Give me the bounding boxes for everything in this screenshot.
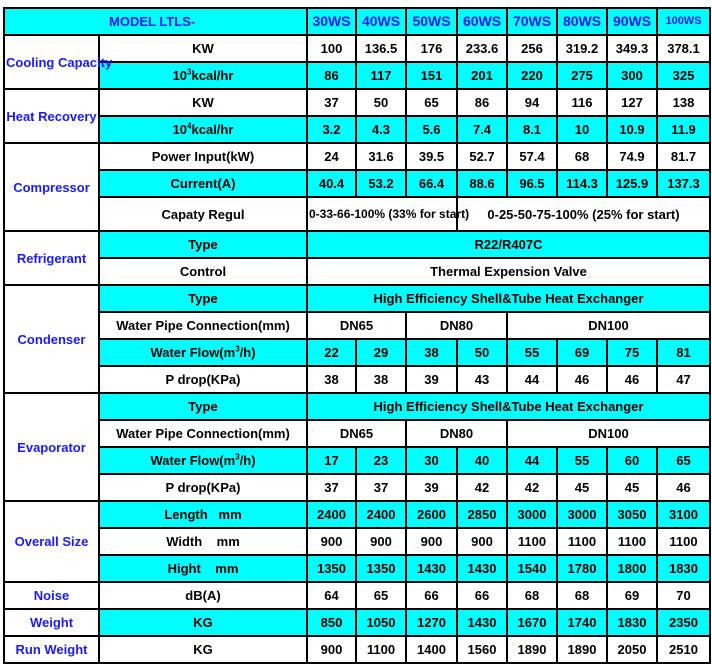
row-label: Current(A) — [99, 170, 307, 197]
cell: 136.5 — [356, 35, 406, 62]
cell: 30 — [406, 447, 457, 474]
cell: 1350 — [307, 555, 356, 582]
model-30ws: 30WS — [307, 8, 356, 35]
cell: 114.3 — [557, 170, 607, 197]
cell: 24 — [307, 143, 356, 170]
overall-width-row — [4, 528, 710, 555]
cell: 1100 — [356, 636, 406, 663]
row-label: Capaty Regul — [99, 197, 307, 231]
cell: 3050 — [607, 501, 657, 528]
evaporator-pipe-row — [4, 420, 710, 447]
cooling-kw-row — [4, 35, 710, 62]
row-label: P drop(KPa) — [99, 474, 307, 501]
cell: 220 — [507, 62, 557, 89]
condenser-flow-row — [4, 339, 710, 366]
cell: 1670 — [507, 609, 557, 636]
pipe-dn100: DN100 — [507, 420, 710, 447]
cell: 900 — [307, 528, 356, 555]
cell: 55 — [507, 339, 557, 366]
cell: 40 — [457, 447, 507, 474]
condenser-pipe-row — [4, 312, 710, 339]
cell: 53.2 — [356, 170, 406, 197]
cell: 2600 — [406, 501, 457, 528]
row-label: Type — [99, 393, 307, 420]
cell: 39 — [406, 366, 457, 393]
cell: 2850 — [457, 501, 507, 528]
row-label: Water Pipe Connection(mm) — [99, 420, 307, 447]
cell: 68 — [557, 143, 607, 170]
cell: 1400 — [406, 636, 457, 663]
cell: 3000 — [557, 501, 607, 528]
cell: 65 — [356, 582, 406, 609]
cell: 75 — [607, 339, 657, 366]
cell: 176 — [406, 35, 457, 62]
cell: 69 — [557, 339, 607, 366]
cell: 325 — [657, 62, 710, 89]
cell: 55 — [557, 447, 607, 474]
cell: 65 — [657, 447, 710, 474]
cell: 349.3 — [607, 35, 657, 62]
cell: 52.7 — [457, 143, 507, 170]
noise-row — [4, 582, 710, 609]
cell: 37 — [307, 474, 356, 501]
cell: 4.3 — [356, 116, 406, 143]
cell: 81 — [657, 339, 710, 366]
cell: 68 — [557, 582, 607, 609]
model-70ws: 70WS — [507, 8, 557, 35]
heat-kcal-row — [4, 116, 710, 143]
cell: 2350 — [657, 609, 710, 636]
row-label: Width mm — [99, 528, 307, 555]
cell: 42 — [457, 474, 507, 501]
cell: 125.9 — [607, 170, 657, 197]
cell: 900 — [457, 528, 507, 555]
row-label: Hight mm — [99, 555, 307, 582]
cell: 86 — [307, 62, 356, 89]
cell: 66 — [406, 582, 457, 609]
row-label: KW — [99, 35, 307, 62]
cell: 50 — [457, 339, 507, 366]
category-run-weight: Run Weight — [4, 636, 99, 663]
evaporator-pdrop-row — [4, 474, 710, 501]
cell: 1100 — [507, 528, 557, 555]
cell: 378.1 — [657, 35, 710, 62]
cell: 31.6 — [356, 143, 406, 170]
cell: 64 — [307, 582, 356, 609]
cell: 94 — [507, 89, 557, 116]
cell: 11.9 — [657, 116, 710, 143]
cell: 900 — [307, 636, 356, 663]
category-heat-recovery: Heat Recovery — [4, 89, 99, 143]
cell: 137.3 — [657, 170, 710, 197]
cell: 57.4 — [507, 143, 557, 170]
cell: 50 — [356, 89, 406, 116]
cell: 66.4 — [406, 170, 457, 197]
cell: 3000 — [507, 501, 557, 528]
cell: 1430 — [406, 555, 457, 582]
cell: 1830 — [657, 555, 710, 582]
heat-kw-row — [4, 89, 710, 116]
condenser-type-value: High Efficiency Shell&Tube Heat Exchanger — [307, 285, 710, 312]
cell: 8.1 — [507, 116, 557, 143]
model-80ws: 80WS — [557, 8, 607, 35]
category-evaporator: Evaporator — [4, 393, 99, 501]
cell: 47 — [657, 366, 710, 393]
cell: 39 — [406, 474, 457, 501]
cell: 70 — [657, 582, 710, 609]
cell: 43 — [457, 366, 507, 393]
row-label: Type — [99, 285, 307, 312]
cell: 29 — [356, 339, 406, 366]
compressor-power-row — [4, 143, 710, 170]
cell: 60 — [607, 447, 657, 474]
cell: 2400 — [307, 501, 356, 528]
cell: 1800 — [607, 555, 657, 582]
cell: 38 — [307, 366, 356, 393]
overall-length-row — [4, 501, 710, 528]
pipe-dn80: DN80 — [406, 420, 507, 447]
cell: 3.2 — [307, 116, 356, 143]
refrigerant-control-row — [4, 258, 710, 285]
category-noise: Noise — [4, 582, 99, 609]
cell: 1430 — [457, 555, 507, 582]
cell: 1780 — [557, 555, 607, 582]
row-label: Type — [99, 231, 307, 258]
header-row — [4, 8, 710, 35]
condenser-type-row — [4, 285, 710, 312]
cell: 233.6 — [457, 35, 507, 62]
cell: 46 — [557, 366, 607, 393]
cell: 88.6 — [457, 170, 507, 197]
cell: 3100 — [657, 501, 710, 528]
cell: 22 — [307, 339, 356, 366]
row-label: KG — [99, 609, 307, 636]
cell: 37 — [356, 474, 406, 501]
cell: 23 — [356, 447, 406, 474]
cell: 68 — [507, 582, 557, 609]
cell: 7.4 — [457, 116, 507, 143]
cell: 100 — [307, 35, 356, 62]
cell: 40.4 — [307, 170, 356, 197]
row-label: P drop(KPa) — [99, 366, 307, 393]
cell: 69 — [607, 582, 657, 609]
pipe-dn65: DN65 — [307, 312, 406, 339]
refrigerant-control-value: Thermal Expension Valve — [307, 258, 710, 285]
cell: 319.2 — [557, 35, 607, 62]
cell: 300 — [607, 62, 657, 89]
cell: 5.6 — [406, 116, 457, 143]
row-label: dB(A) — [99, 582, 307, 609]
model-50ws: 50WS — [406, 8, 457, 35]
cell: 1890 — [557, 636, 607, 663]
compressor-capacity-row — [4, 197, 710, 231]
row-label: Water Pipe Connection(mm) — [99, 312, 307, 339]
cell: 900 — [406, 528, 457, 555]
cell: 65 — [406, 89, 457, 116]
overall-height-row — [4, 555, 710, 582]
cell: 42 — [507, 474, 557, 501]
condenser-pdrop-row — [4, 366, 710, 393]
cell: 96.5 — [507, 170, 557, 197]
cell: 17 — [307, 447, 356, 474]
evaporator-type-value: High Efficiency Shell&Tube Heat Exchanger — [307, 393, 710, 420]
row-label: Length mm — [99, 501, 307, 528]
cell: 138 — [657, 89, 710, 116]
category-weight: Weight — [4, 609, 99, 636]
cell: 117 — [356, 62, 406, 89]
model-90ws: 90WS — [607, 8, 657, 35]
model-60ws: 60WS — [457, 8, 507, 35]
cell: 1430 — [457, 609, 507, 636]
pipe-dn80: DN80 — [406, 312, 507, 339]
cell: 45 — [557, 474, 607, 501]
row-label: $10^4kcal/hr$ — [99, 116, 307, 143]
weight-row — [4, 609, 710, 636]
evaporator-type-row — [4, 393, 710, 420]
cell: 1830 — [607, 609, 657, 636]
cell: 1540 — [507, 555, 557, 582]
model-40ws: 40WS — [356, 8, 406, 35]
cell: 850 — [307, 609, 356, 636]
row-label: $10^3kcal/hr$ — [99, 62, 307, 89]
cell: 1050 — [356, 609, 406, 636]
row-label: Control — [99, 258, 307, 285]
spec-table — [3, 7, 711, 664]
cell: 1890 — [507, 636, 557, 663]
pipe-dn100: DN100 — [507, 312, 710, 339]
cell: 1270 — [406, 609, 457, 636]
cell: 900 — [356, 528, 406, 555]
cell: 81.7 — [657, 143, 710, 170]
cell: 2400 — [356, 501, 406, 528]
cell: 1740 — [557, 609, 607, 636]
category-cooling: Cooling Capacity — [4, 35, 99, 89]
cell: 201 — [457, 62, 507, 89]
cell: 1100 — [607, 528, 657, 555]
cell: 116 — [557, 89, 607, 116]
row-label: Power Input(kW) — [99, 143, 307, 170]
row-label: KW — [99, 89, 307, 116]
cell: 10 — [557, 116, 607, 143]
category-refrigerant: Refrigerant — [4, 231, 99, 285]
run-weight-row — [4, 636, 710, 663]
capacity-value-a: 0-33-66-100% (33% for start) — [307, 197, 457, 231]
compressor-current-row — [4, 170, 710, 197]
cell: 46 — [657, 474, 710, 501]
cell: 127 — [607, 89, 657, 116]
cell: 44 — [507, 447, 557, 474]
cell: 151 — [406, 62, 457, 89]
cell: 1100 — [557, 528, 607, 555]
category-overall-size: Overall Size — [4, 501, 99, 582]
cell: 44 — [507, 366, 557, 393]
cell: 74.9 — [607, 143, 657, 170]
cell: 38 — [406, 339, 457, 366]
cell: 38 — [356, 366, 406, 393]
cell: 86 — [457, 89, 507, 116]
row-label: KG — [99, 636, 307, 663]
category-compressor: Compressor — [4, 143, 99, 231]
cell: 66 — [457, 582, 507, 609]
cell: 45 — [607, 474, 657, 501]
cell: 2510 — [657, 636, 710, 663]
evaporator-flow-row — [4, 447, 710, 474]
row-label: Water $Flow(m^3/h)$ — [99, 339, 307, 366]
pipe-dn65: DN65 — [307, 420, 406, 447]
category-condenser: Condenser — [4, 285, 99, 393]
cell: 46 — [607, 366, 657, 393]
refrigerant-type-value: R22/R407C — [307, 231, 710, 258]
row-label: Water $Flow(m^3/h)$ — [99, 447, 307, 474]
cell: 275 — [557, 62, 607, 89]
cell: 1350 — [356, 555, 406, 582]
cell: 37 — [307, 89, 356, 116]
refrigerant-type-row — [4, 231, 710, 258]
capacity-value-b: 0-25-50-75-100% (25% for start) — [457, 197, 710, 231]
model-label: MODEL LTLS- — [4, 8, 307, 35]
cell: 10.9 — [607, 116, 657, 143]
cell: 1100 — [657, 528, 710, 555]
model-100ws: 100WS — [657, 8, 710, 35]
cell: 256 — [507, 35, 557, 62]
cell: 1560 — [457, 636, 507, 663]
cell: 2050 — [607, 636, 657, 663]
cell: 39.5 — [406, 143, 457, 170]
